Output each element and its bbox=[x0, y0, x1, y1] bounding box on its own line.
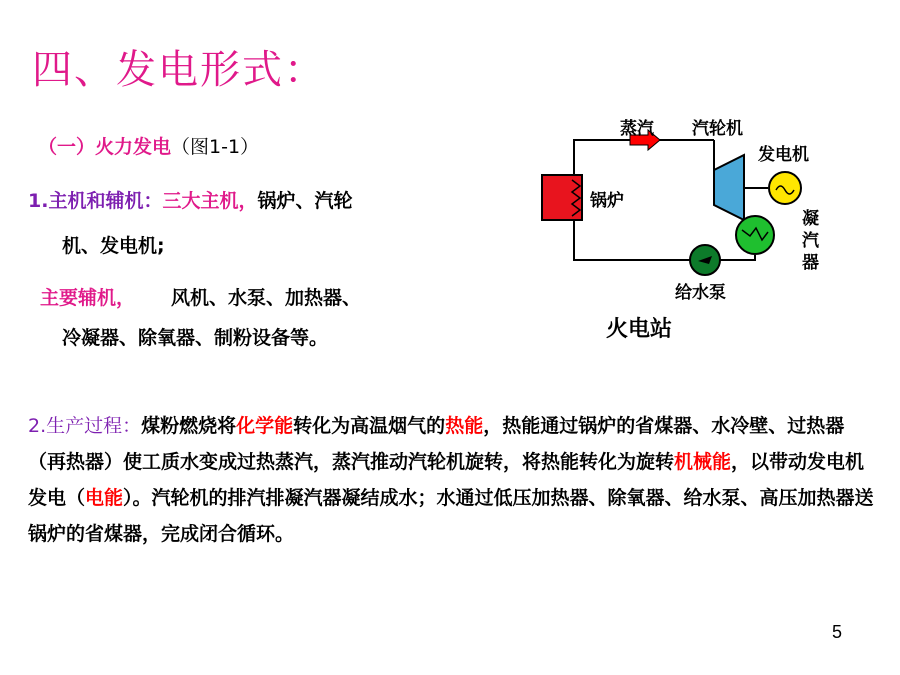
production-process-paragraph bbox=[28, 408, 878, 552]
chemical-energy-term: 化学能 bbox=[236, 415, 294, 437]
power-station-diagram bbox=[530, 100, 870, 360]
aux-units-text-2: 冷凝器、除氧器、制粉设备等。 bbox=[62, 327, 329, 349]
aux-units-text-1: 风机、水泵、加热器、 bbox=[171, 287, 362, 309]
figure-reference: （图1-1） bbox=[171, 136, 260, 158]
main-units-text-1: 锅炉、汽轮 bbox=[257, 190, 353, 212]
mechanical-energy-term: 机械能 bbox=[674, 451, 732, 473]
heat-energy-term: 热能 bbox=[445, 415, 484, 437]
item2-label: 2.生产过程： bbox=[28, 415, 142, 437]
condenser-icon bbox=[736, 216, 774, 254]
aux-units-line-2 bbox=[62, 323, 328, 350]
section-heading-label: （一）火力发电 bbox=[38, 136, 172, 158]
aux-units-label: 主要辅机， bbox=[40, 287, 136, 309]
process-text-1: 煤粉燃烧将 bbox=[141, 415, 237, 437]
station-caption: 火电站 bbox=[606, 317, 673, 342]
turbine-label: 汽轮机 bbox=[692, 119, 743, 139]
electric-energy-term: 电能 bbox=[85, 487, 124, 509]
process-text-4: ，以带动发电机发电（ bbox=[28, 451, 865, 509]
section-heading bbox=[38, 132, 259, 159]
turbine-icon bbox=[714, 155, 744, 220]
main-units-label: 三大主机， bbox=[162, 190, 258, 212]
generator-icon bbox=[769, 172, 801, 204]
process-text-5: ）。汽轮机的排汽排凝汽器凝结成水；水通过低压加热器、除氧器、给水泵、高压加热器送锅炉的省煤器，完成闭合循环。 bbox=[28, 487, 874, 545]
steam-label: 蒸汽 bbox=[620, 119, 654, 139]
generator-label: 发电机 bbox=[758, 145, 809, 165]
page-title: 四、发电形式： bbox=[32, 47, 326, 93]
return-pipe bbox=[574, 215, 690, 260]
process-text-3: ，热能通过锅炉的省煤器、水冷壁、过热器（再热器）使工质水变成过热蒸汽，蒸汽推动汽轮机旋转，将热能转化为旋转 bbox=[28, 415, 845, 473]
process-text-2: 转化为高温烟气的 bbox=[293, 415, 446, 437]
main-units-text-2: 机、发电机; bbox=[62, 235, 165, 257]
item1-label: 1.主机和辅机： bbox=[28, 190, 163, 212]
aux-units-line-1 bbox=[40, 283, 361, 310]
boiler-label: 锅炉 bbox=[590, 191, 624, 211]
page-number: 5 bbox=[832, 622, 843, 642]
condensate-pipe bbox=[720, 255, 755, 260]
condenser-label-char: 器 bbox=[802, 253, 819, 273]
condenser-label-char: 汽 bbox=[802, 231, 819, 251]
feed-pump-label: 给水泵 bbox=[675, 283, 726, 303]
steam-pipe bbox=[574, 140, 714, 180]
main-units-line-1 bbox=[28, 186, 352, 213]
condenser-label-char: 凝 bbox=[802, 209, 819, 229]
main-units-line-2 bbox=[62, 231, 165, 258]
condenser-label bbox=[802, 208, 822, 274]
